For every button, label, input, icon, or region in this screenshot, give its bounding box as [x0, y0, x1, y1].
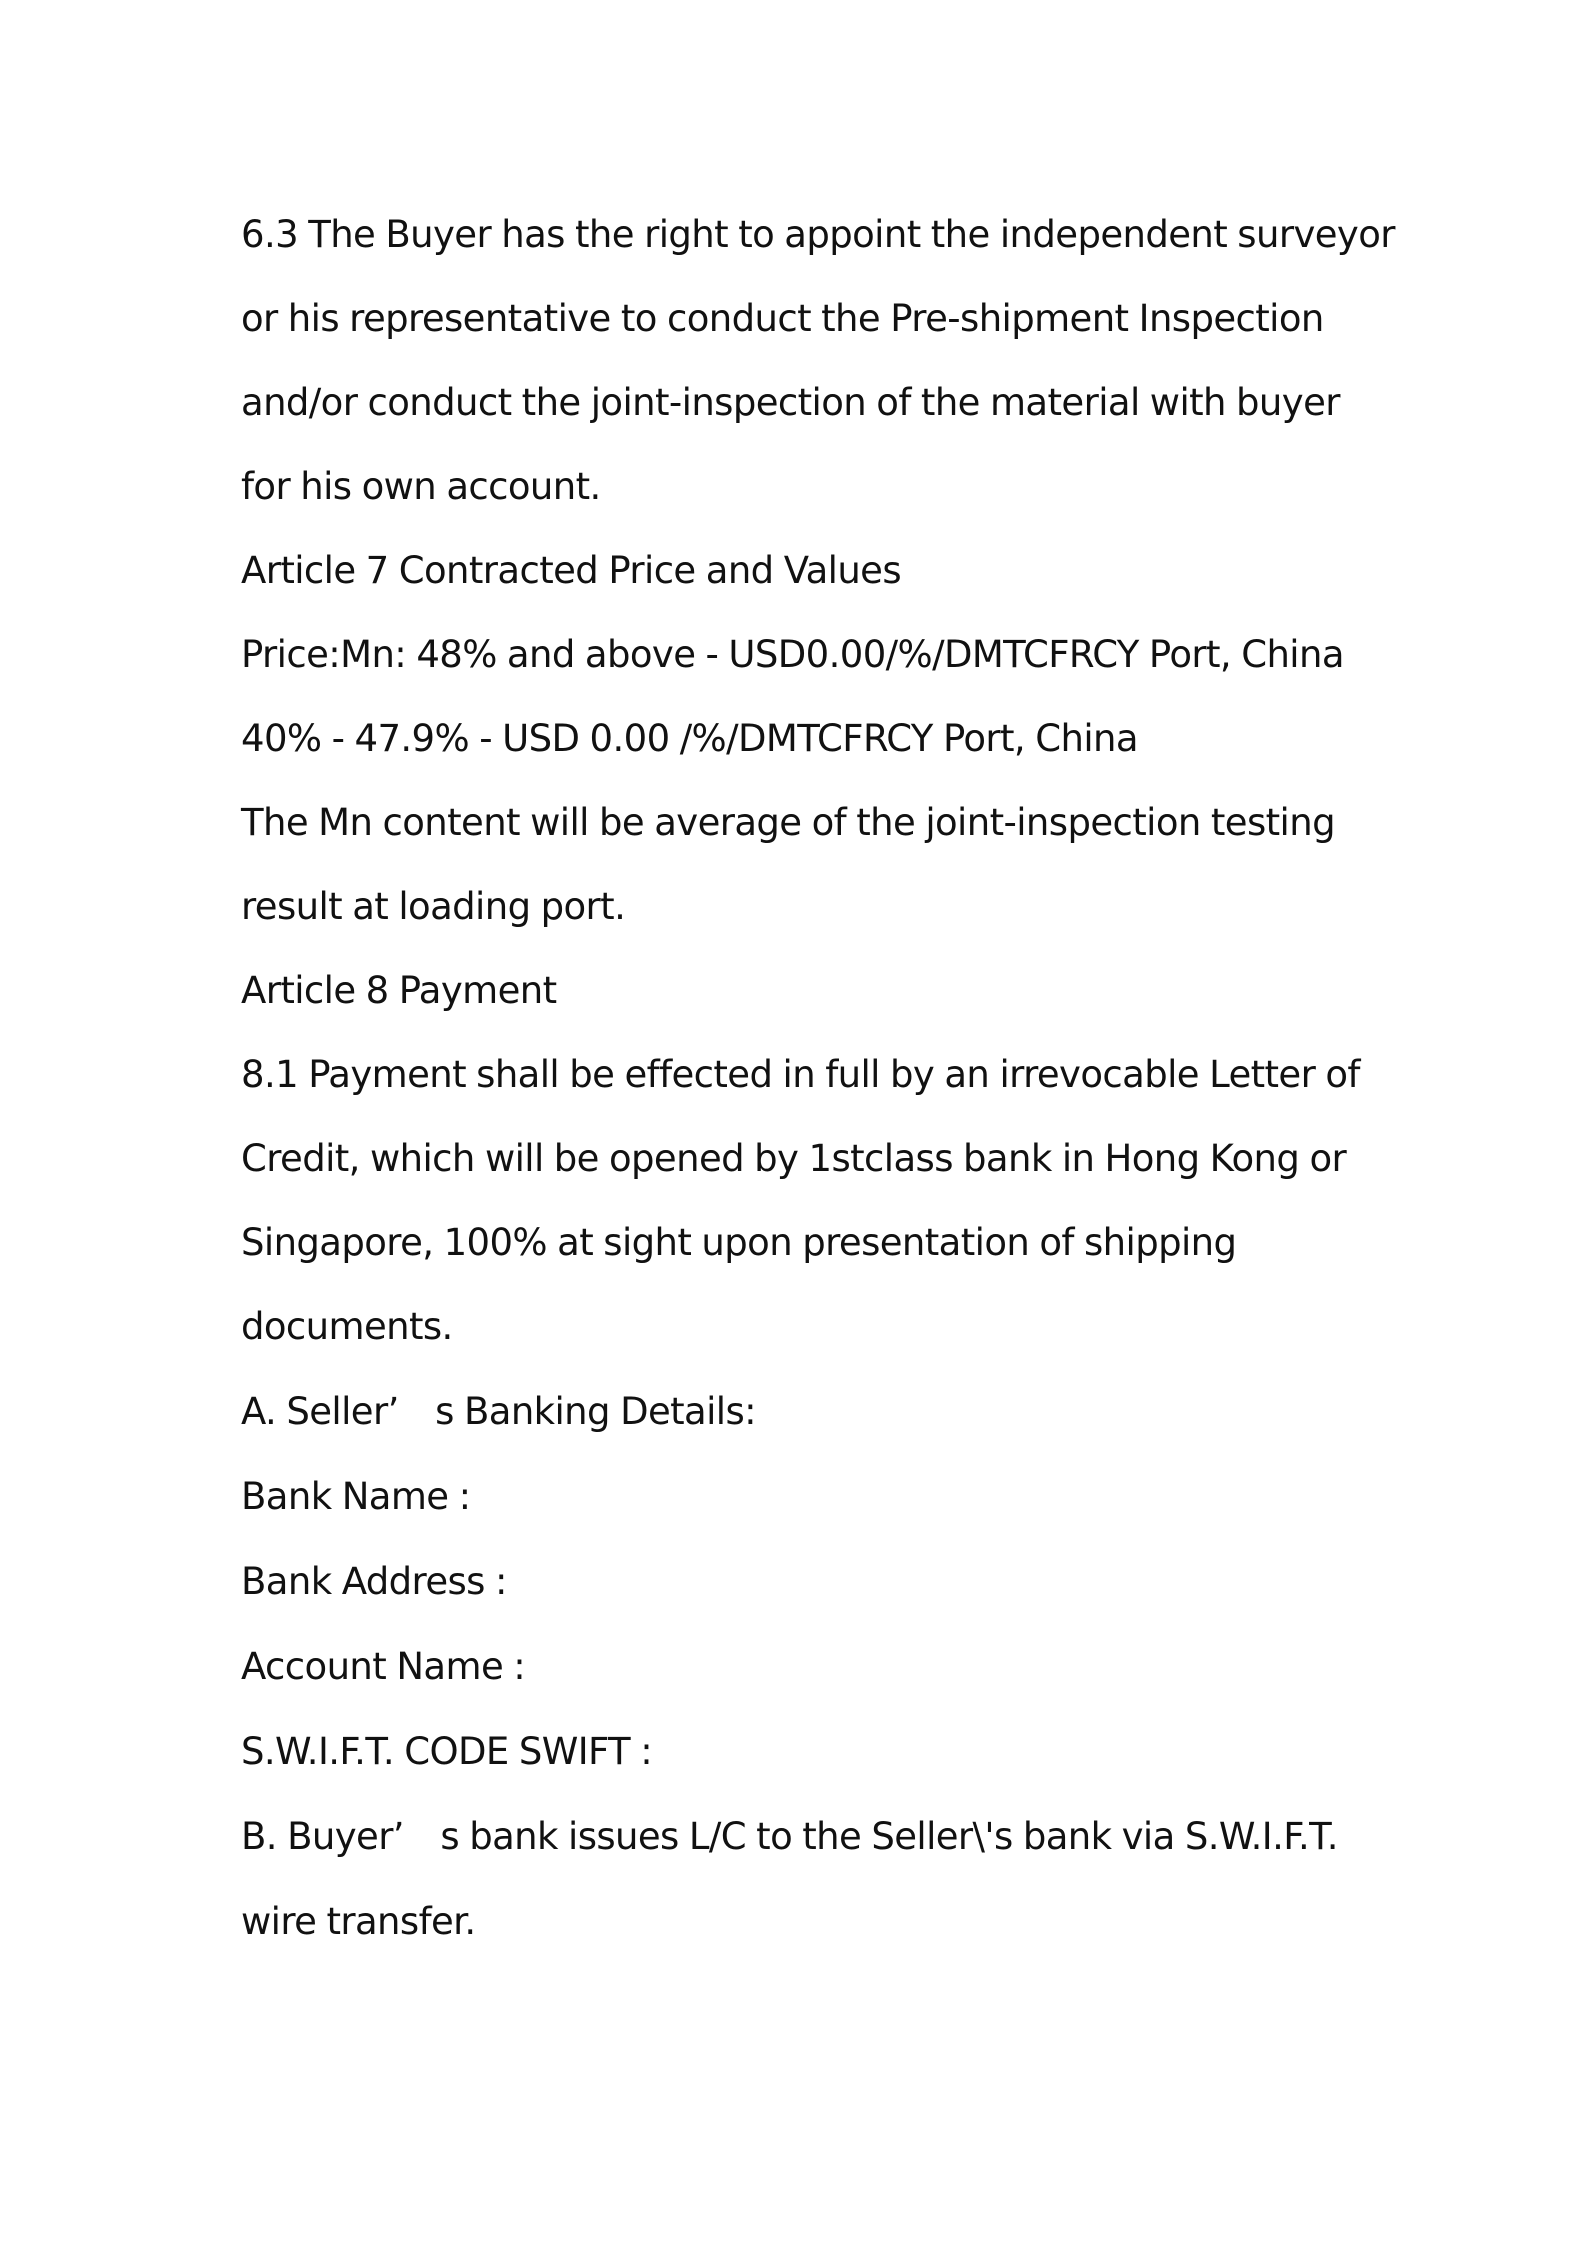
price-line-2: 40% - 47.9% - USD 0.00 /%/DMTCFRCY Port, China — [241, 717, 1138, 760]
price-line-1: Price:Mn: 48% and above - USD0.00/%/DMTCFRCY Port, China — [241, 633, 1344, 676]
account-name-label: Account Name : — [241, 1645, 526, 1688]
clause-8-1-line-1: 8.1 Payment shall be effected in full by an irrevocable Letter of — [241, 1053, 1360, 1096]
article-8-heading: Article 8 Payment — [241, 969, 557, 1012]
buyer-bank-line-1: B. Buyer’ s bank issues L/C to the Seller\'s bank via S.W.I.F.T. — [241, 1815, 1338, 1858]
document-body — [241, 200, 1395, 1972]
mn-content-line-2: result at loading port. — [241, 885, 626, 928]
mn-content-line-1: The Mn content will be average of the joint-inspection testing — [241, 801, 1335, 844]
clause-8-1-line-4: documents. — [241, 1305, 453, 1348]
swift-code-label: S.W.I.F.T. CODE SWIFT : — [241, 1730, 653, 1773]
clause-6-3-line-3: and/or conduct the joint-inspection of the material with buyer — [241, 381, 1340, 424]
clause-6-3-line-1: 6.3 The Buyer has the right to appoint the independent surveyor — [241, 213, 1395, 256]
bank-address-label: Bank Address : — [241, 1560, 507, 1603]
buyer-bank-line-2: wire transfer. — [241, 1900, 476, 1943]
clause-8-1-line-2: Credit, which will be opened by 1stclass bank in Hong Kong or — [241, 1137, 1347, 1180]
article-7-heading: Article 7 Contracted Price and Values — [241, 549, 902, 592]
clause-8-1-line-3: Singapore, 100% at sight upon presentation of shipping — [241, 1221, 1237, 1264]
bank-name-label: Bank Name : — [241, 1475, 471, 1518]
seller-banking-heading: A. Seller’ s Banking Details: — [241, 1390, 757, 1433]
clause-6-3-line-2: or his representative to conduct the Pre-shipment Inspection — [241, 297, 1324, 340]
clause-6-3-line-4: for his own account. — [241, 465, 601, 508]
